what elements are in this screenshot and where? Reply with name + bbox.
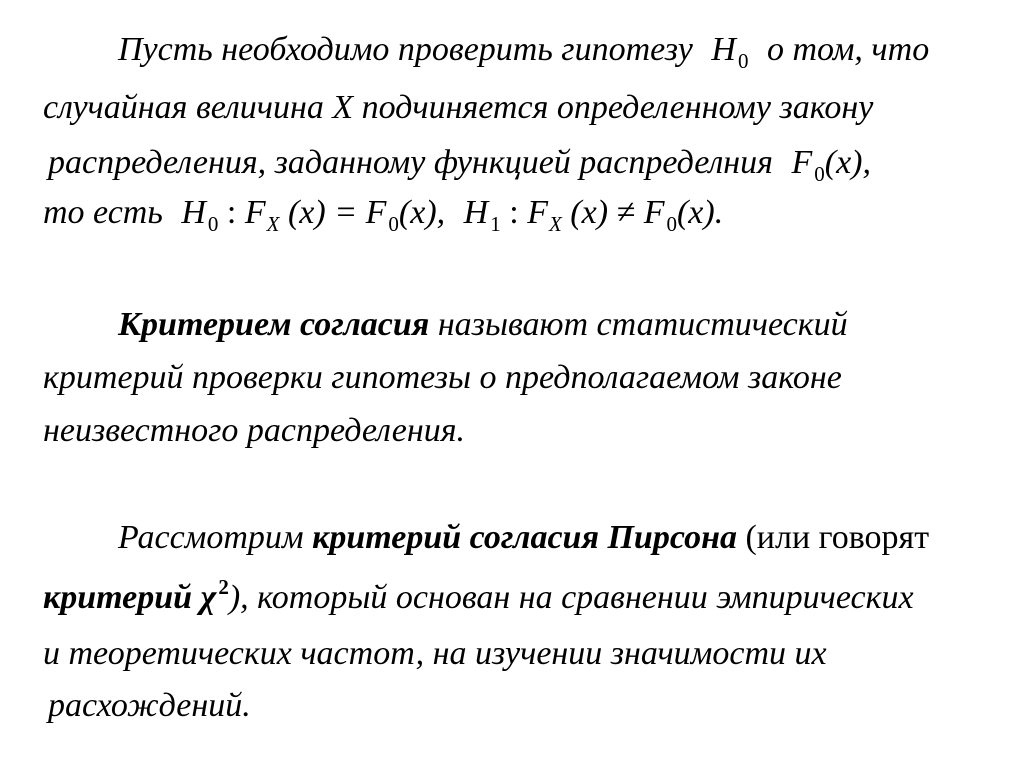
term-goodness-of-fit: Критерием согласия: [118, 306, 430, 343]
p3-line1: [118, 518, 929, 558]
p1-line4-arg3: (x) ≠: [570, 194, 644, 231]
p1-line4-h0: H: [181, 194, 206, 231]
p2-line3: неизвестного распределения.: [43, 412, 466, 449]
p1-line4-fx2-sub: X: [548, 212, 562, 236]
chi-square-sup: 2: [218, 575, 229, 599]
p2-line2: критерий проверки гипотезы о предполагаемом законе: [43, 359, 842, 396]
p1-line3: [48, 143, 871, 186]
p1-line3-text: распределения, заданному функцией распределния: [48, 144, 773, 181]
p1-line4-h1-sub: 1: [490, 212, 501, 236]
p3-line3: и теоретических частот, на изучении значимости их: [43, 635, 827, 672]
p1-line1-h: H: [711, 31, 736, 68]
p1-line1-tail: о том, что: [766, 31, 930, 68]
p1-line3-f: F: [791, 144, 813, 181]
p1-line4-h1: H: [463, 194, 489, 231]
p1-line1: [118, 30, 929, 73]
p1-line4-arg1: (x) =: [287, 194, 366, 231]
term-pearson-criterion: критерий согласия Пирсона: [312, 519, 737, 556]
term-chi-square: критерий χ: [43, 579, 217, 616]
p1-line4-arg2: (x),: [398, 194, 446, 231]
p1-line1-h-sub: 0: [737, 49, 749, 73]
p1-line4-f01-sub: 0: [388, 212, 399, 236]
p1-line3-f-sub: 0: [814, 162, 825, 186]
p1-line4-lead: то есть: [43, 194, 163, 231]
p1-line4-f02: F: [643, 194, 665, 231]
p1-line4-fx1: F: [244, 194, 266, 231]
p1-line4-fx1-sub: X: [266, 212, 280, 236]
p2-line1-rest: называют статистический: [429, 306, 848, 343]
p1-line4-colon2: :: [509, 194, 519, 231]
p1-line2: случайная величина X подчиняется определенному закону: [43, 89, 874, 126]
p3-line2-rest: ), который основан на сравнении эмпирических: [228, 579, 914, 616]
p3-line1-lead: Рассмотрим: [118, 519, 313, 556]
p3-line1-rest: (или говорят: [736, 519, 930, 556]
p1-line4-fx2: F: [527, 194, 548, 231]
p3-line2: [43, 575, 914, 621]
p1-line4-h0-sub: 0: [207, 212, 219, 236]
p1-line1-text: Пусть необходимо проверить гипотезу: [118, 31, 693, 68]
p3-line4: расхождений.: [48, 687, 251, 724]
p1-line3-arg: (x),: [824, 144, 872, 181]
p1-line4-colon1: :: [226, 194, 237, 231]
p1-line4-f02-sub: 0: [666, 212, 677, 236]
p1-line4: [43, 193, 723, 236]
p1-line4-f01: F: [365, 194, 387, 231]
p2-line1: [118, 305, 848, 345]
p1-line4-arg4: (x).: [676, 194, 724, 231]
